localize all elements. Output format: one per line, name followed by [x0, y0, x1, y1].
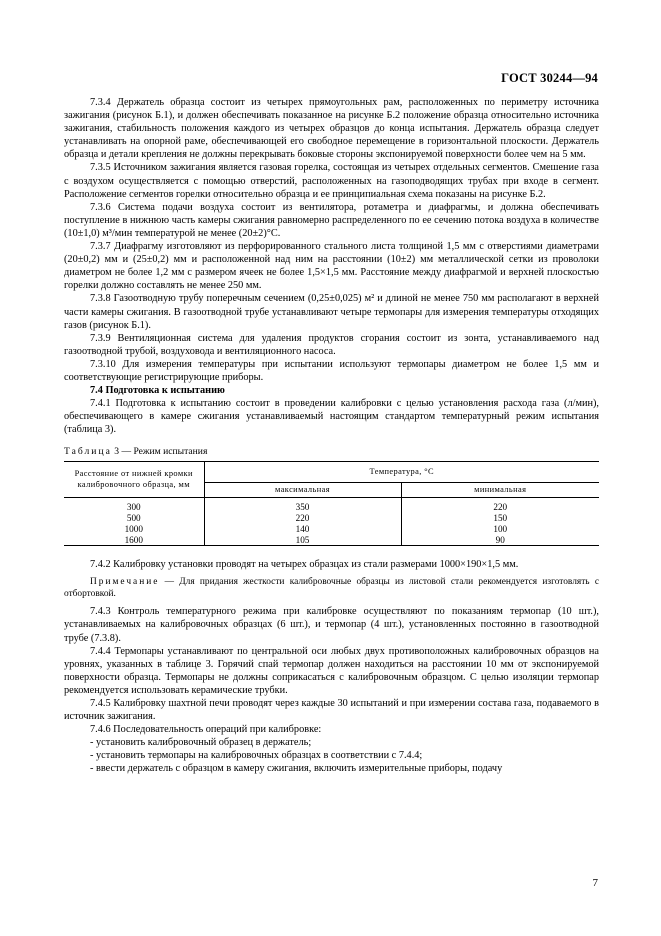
paragraph: 7.3.8 Газоотводную трубу поперечным сечением (0,25±0,025) м² и длиной не менее 750 мм располагают в верхней части камеры сжигания. В газоотводной трубе устанавливают четыре термопары для измерения температуры отходящих газов (рисунок Б.1).: [64, 293, 599, 331]
text-section-1: [64, 96, 599, 436]
document-code: ГОСТ 30244—94: [501, 71, 598, 85]
list-item: - ввести держатель с образцом в камеру сжигания, включить измерительные приборы, подачу: [90, 763, 503, 775]
table-cell: 300: [64, 498, 204, 513]
subcol-max-header: максимальная: [204, 483, 401, 498]
table-cell: 500: [64, 513, 204, 524]
list-item: - установить термопары на калибровочных образцах в соответствии с 7.4.4;: [90, 750, 423, 762]
table-cell: 220: [204, 513, 401, 524]
note-text: — Для придания жесткости калибровочные образцы из листовой стали рекомендуется изготовлять с отбортовкой.: [64, 577, 599, 600]
table-caption-prefix: Таблица: [64, 446, 112, 458]
table-cell: 140: [204, 524, 401, 535]
table-cell: 105: [204, 535, 401, 546]
col-distance-header: Расстояние от нижней кромки калибровочного образца, мм: [64, 462, 204, 498]
subcol-min-header: минимальная: [401, 483, 599, 498]
table-cell: 90: [401, 535, 599, 546]
note-paragraph: [64, 576, 599, 600]
table-body: [64, 498, 599, 546]
paragraph: 7.3.6 Система подачи воздуха состоит из вентилятора, ротаметра и диафрагмы, и должна обеспечивать поступление в нижнюю часть камеры сжигания равномерно распределенного по ее сечению потока воздуха в количестве (10±1,0) м³/мин температурой не менее (20±2)°С.: [64, 201, 599, 239]
table-cell: 1600: [64, 535, 204, 546]
paragraph: 7.4.5 Калибровку шахтной печи проводят через каждые 30 испытаний и при измерении состава газа, подаваемого в источник зажигания.: [64, 698, 599, 723]
table-cell: 220: [493, 502, 508, 513]
paragraph: 7.4.6 Последовательность операций при калибровке:: [90, 724, 322, 736]
paragraph: 7.3.5 Источником зажигания является газовая горелка, состоящая из четырех отдельных сегментов. Смешение газа с воздухом осуществляется с помощью отверстий, расположенных на газоподводящих трубах при входе в сегмент. Расположение сегментов горелки относительно образца и ее принципиальная схема показаны на рисунке Б.2.: [64, 162, 599, 200]
table-cell: 100: [493, 523, 508, 534]
temperature-table: [64, 461, 599, 546]
paragraph: 7.3.9 Вентиляционная система для удаления продуктов сгорания состоит из зонта, устанавливаемого над газоотводной трубой, воздуховода и вентиляционного насоса.: [64, 332, 599, 357]
page-number: 7: [592, 877, 598, 889]
table-row: [64, 498, 599, 513]
section-heading: 7.4 Подготовка к испытанию: [90, 385, 225, 397]
paragraph: 7.4.1 Подготовка к испытанию состоит в проведении калибровки с целью установления расхода газа (л/мин), обеспечивающего в камере сжигания устанавливаемый настоящим стандартом температурный режим испытания (таблица 3).: [64, 398, 599, 436]
paragraph: 7.3.4 Держатель образца состоит из четырех прямоугольных рам, расположенных по периметру источника зажигания (рисунок Б.1), и должен обеспечивать показанное на рисунке Б.2 положение образца относительно источника зажигания, стабильность положения каждого из четырех образцов до конца испытания. Держатель образца следует устанавливать на опорной раме, обеспечивающей его свободное перемещение в горизонтальной плоскости. Держатель образца и детали крепления не должны перекрывать боковые стороны экспонируемой поверхности более чем на 5 мм.: [64, 97, 599, 161]
table-row: [64, 524, 599, 535]
table-row: [64, 535, 599, 546]
text-section-2: [64, 558, 599, 775]
paragraph: 7.3.10 Для измерения температуры при испытании используют термопары диаметром не более 1,5 мм и соответствующие регистрирующие приборы.: [64, 358, 599, 383]
table-caption: [64, 446, 599, 457]
table-caption-text: 3 — Режим испытания: [114, 446, 208, 458]
paragraph: 7.4.2 Калибровку установки проводят на четырех образцах из стали размерами 1000×190×1,5 мм.: [90, 559, 519, 571]
note-label: Примечание: [90, 577, 160, 588]
paragraph: 7.4.4 Термопары устанавливают по центральной оси любых двух противоположных калибровочных образцов на уровнях, указанных в таблице 3. Горячий спай термопар должен находиться на расстоянии 10 мм от экспонируемой поверхности образца. Термопары не должны соприкасаться с калибровочным образцом. С целью изоляции термопар рекомендуется использовать керамические трубки.: [64, 645, 599, 696]
table-cell: 1000: [64, 524, 204, 535]
col-temperature-header: Температура, °С: [204, 462, 599, 483]
table-cell: 350: [204, 498, 401, 513]
paragraph: 7.4.3 Контроль температурного режима при калибровке осуществляют по показаниям термопар (10 шт.), устанавливаемых на калибровочных образцах (6 шт.), и термопар (4 шт.), установленных постоянно в газоотводной трубе (7.3.8).: [64, 606, 599, 644]
table-cell: 150: [493, 513, 508, 524]
paragraph: 7.3.7 Диафрагму изготовляют из перфорированного стального листа толщиной 1,5 мм с отверстиями диаметрами (20±0,2) мм и (25±0,2) мм и расположенной над ним на расстоянии (10±2) мм металлической сетки из проволоки диаметром не более 1,2 мм с размером ячеек не более 1,5×1,5 мм. Расстояние между диафрагмой и верхней плоскостью горелки должно составлять не менее 250 мм.: [64, 241, 599, 292]
table-row: [64, 513, 599, 524]
list-item: - установить калибровочный образец в держатель;: [90, 737, 312, 749]
page-body: [64, 96, 599, 776]
